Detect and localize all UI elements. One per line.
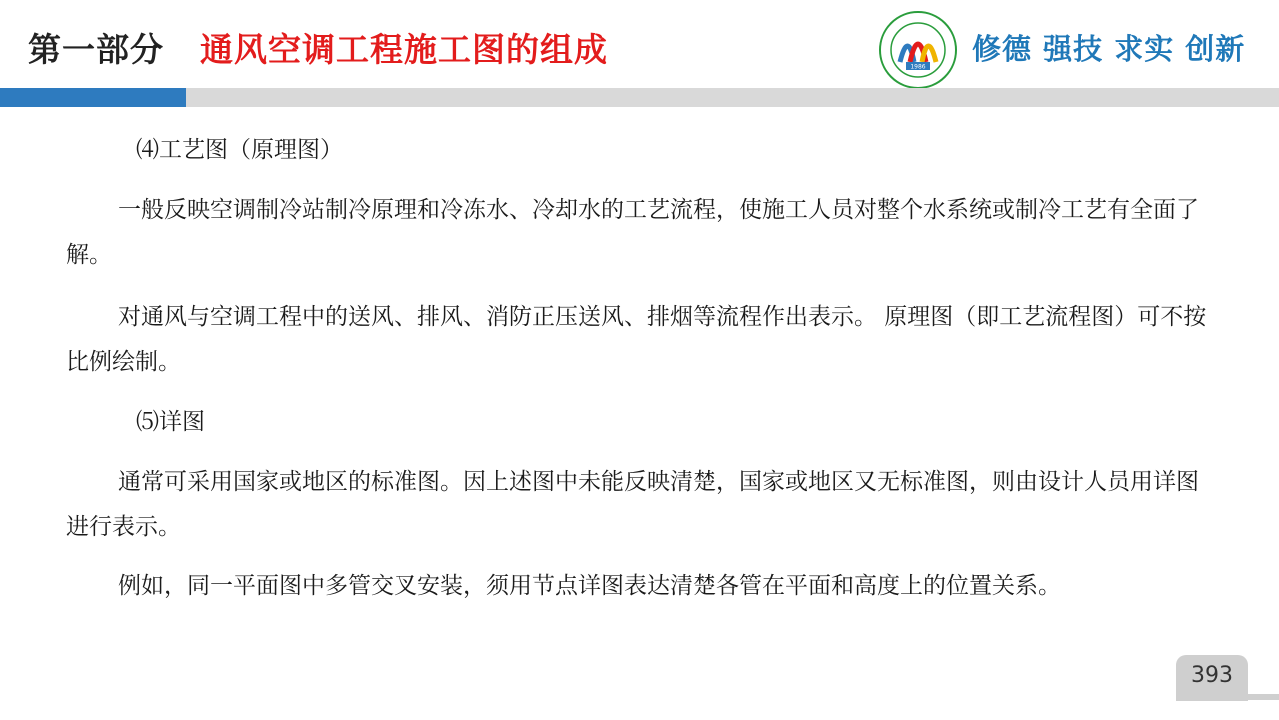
subheading-process-diagram: ⑷工艺图（原理图） [136, 137, 343, 163]
subheading-detail-drawing: ⑸详图 [136, 409, 205, 435]
paragraph-flow-representation: 对通风与空调工程中的送风、排风、消防正压送风、排烟等流程作出表示。 原理图（即工艺流程图）可不按比例绘制。 [66, 304, 1207, 375]
paragraph-example: 例如，同一平面图中多管交叉安装，须用节点详图表达清楚各管在平面和高度上的位置关系。 [118, 573, 1061, 599]
page-number: 393 [1191, 663, 1233, 688]
footer-line [1248, 694, 1279, 700]
paragraph-process-diagram: 一般反映空调制冷站制冷原理和冷冻水、冷却水的工艺流程，使施工人员对整个水系统或制冷工艺有全面了解。 [66, 197, 1199, 268]
section-label: 第一部分 [28, 30, 164, 69]
paragraph-standard-drawings: 通常可采用国家或地区的标准图。因上述图中未能反映清楚，国家或地区又无标准图，则由设计人员用详图进行表示。 [66, 469, 1199, 540]
section-title: 通风空调工程施工图的组成 [200, 30, 608, 69]
college-motto: 修德 强技 求实 创新 [972, 32, 1246, 66]
svg-text:1986: 1986 [910, 63, 926, 71]
